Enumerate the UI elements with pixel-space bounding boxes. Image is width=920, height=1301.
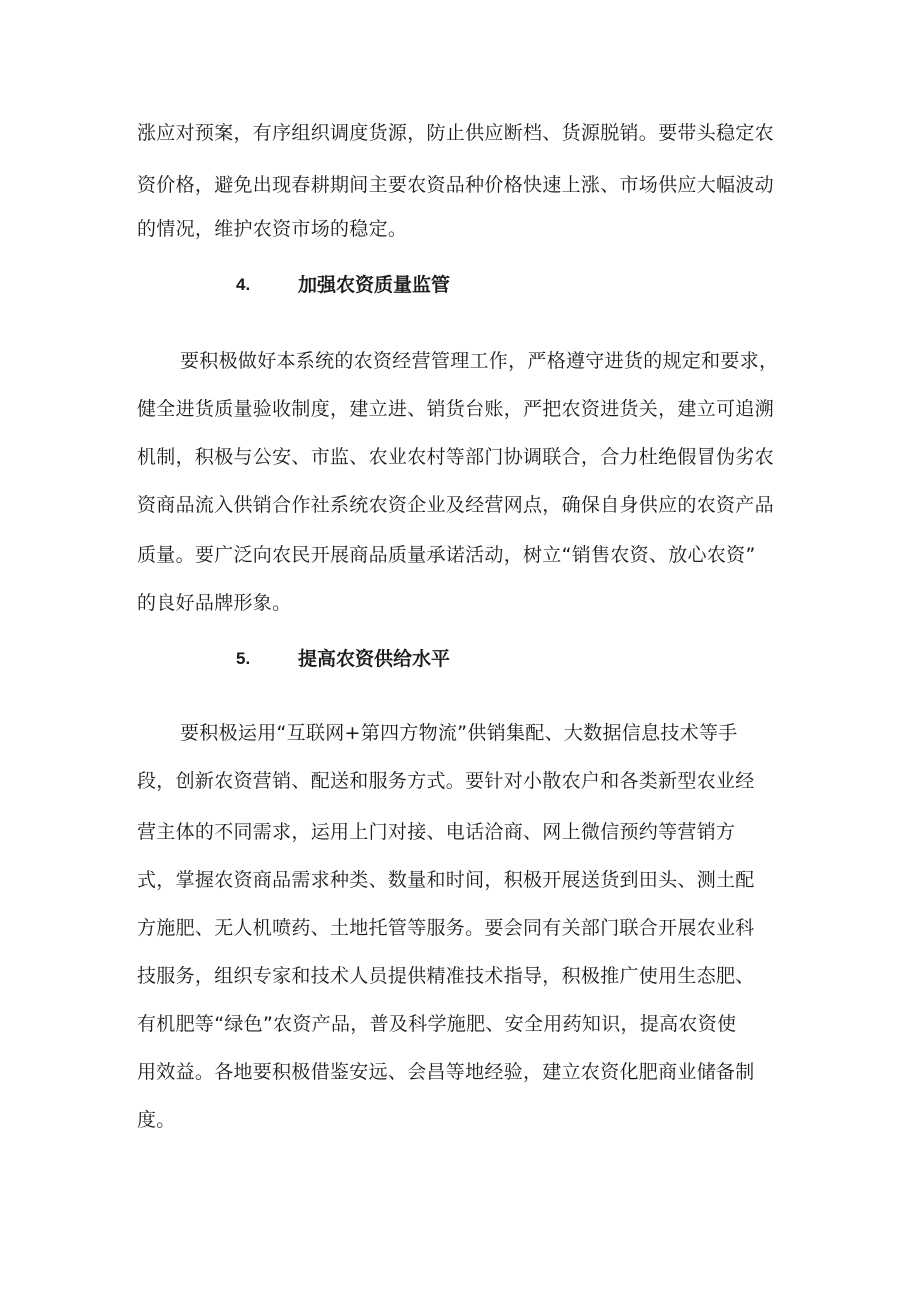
paragraph-line: 用效益。各地要积极借鉴安远、会昌等地经验，建立农资化肥商业储备制 xyxy=(137,1061,755,1083)
paragraph-line: 资商品流入供销合作社系统农资企业及经营网点，确保自身供应的农资产品 xyxy=(137,494,774,516)
paragraph-line: 的情况，维护农资市场的稳定。 xyxy=(137,218,408,240)
paragraph-line: 健全进货质量验收制度，建立进、销货台账，严把农资进货关，建立可追溯 xyxy=(137,398,774,420)
paragraph-line: 涨应对预案，有序组织调度货源，防止供应断档、货源脱销。要带头稳定农 xyxy=(137,122,774,144)
section-number: 4. xyxy=(236,275,251,294)
paragraph-line: 机制，积极与公安、市监、农业农村等部门协调联合，合力杜绝假冒伪劣农 xyxy=(137,446,774,468)
paragraph-line: 段，创新农资营销、配送和服务方式。要针对小散农户和各类新型农业经 xyxy=(137,770,755,792)
paragraph-line: 要积极运用“互联网+第四方物流”供销集配、大数据信息技术等手 xyxy=(180,722,738,744)
paragraph-line: 营主体的不同需求，运用上门对接、电话洽商、网上微信预约等营销方 xyxy=(137,821,736,843)
paragraph-line: 资价格，避免出现春耕期间主要农资品种价格快速上涨、市场供应大幅波动 xyxy=(137,174,774,196)
paragraph-line: 要积极做好本系统的农资经营管理工作，严格遵守进货的规定和要求， xyxy=(180,350,779,372)
section-title: 提高农资供给水平 xyxy=(298,648,451,670)
paragraph-line: 质量。要广泛向农民开展商品质量承诺活动，树立“销售农资、放心农资” xyxy=(137,544,756,566)
paragraph-line: 技服务，组织专家和技术人员提供精准技术指导，积极推广使用生态肥、 xyxy=(137,965,755,987)
paragraph-line: 式，掌握农资商品需求种类、数量和时间，积极开展送货到田头、测土配 xyxy=(137,869,755,891)
section-number: 5. xyxy=(236,649,251,668)
section-title: 加强农资质量监管 xyxy=(298,274,451,296)
paragraph-line: 方施肥、无人机喷药、土地托管等服务。要会同有关部门联合开展农业科 xyxy=(137,917,755,939)
paragraph-line: 的良好品牌形象。 xyxy=(137,592,292,614)
paragraph-line: 有机肥等“绿色”农资产品，普及科学施肥、安全用药知识，提高农资使 xyxy=(137,1013,737,1035)
paragraph-line: 度。 xyxy=(137,1109,176,1131)
